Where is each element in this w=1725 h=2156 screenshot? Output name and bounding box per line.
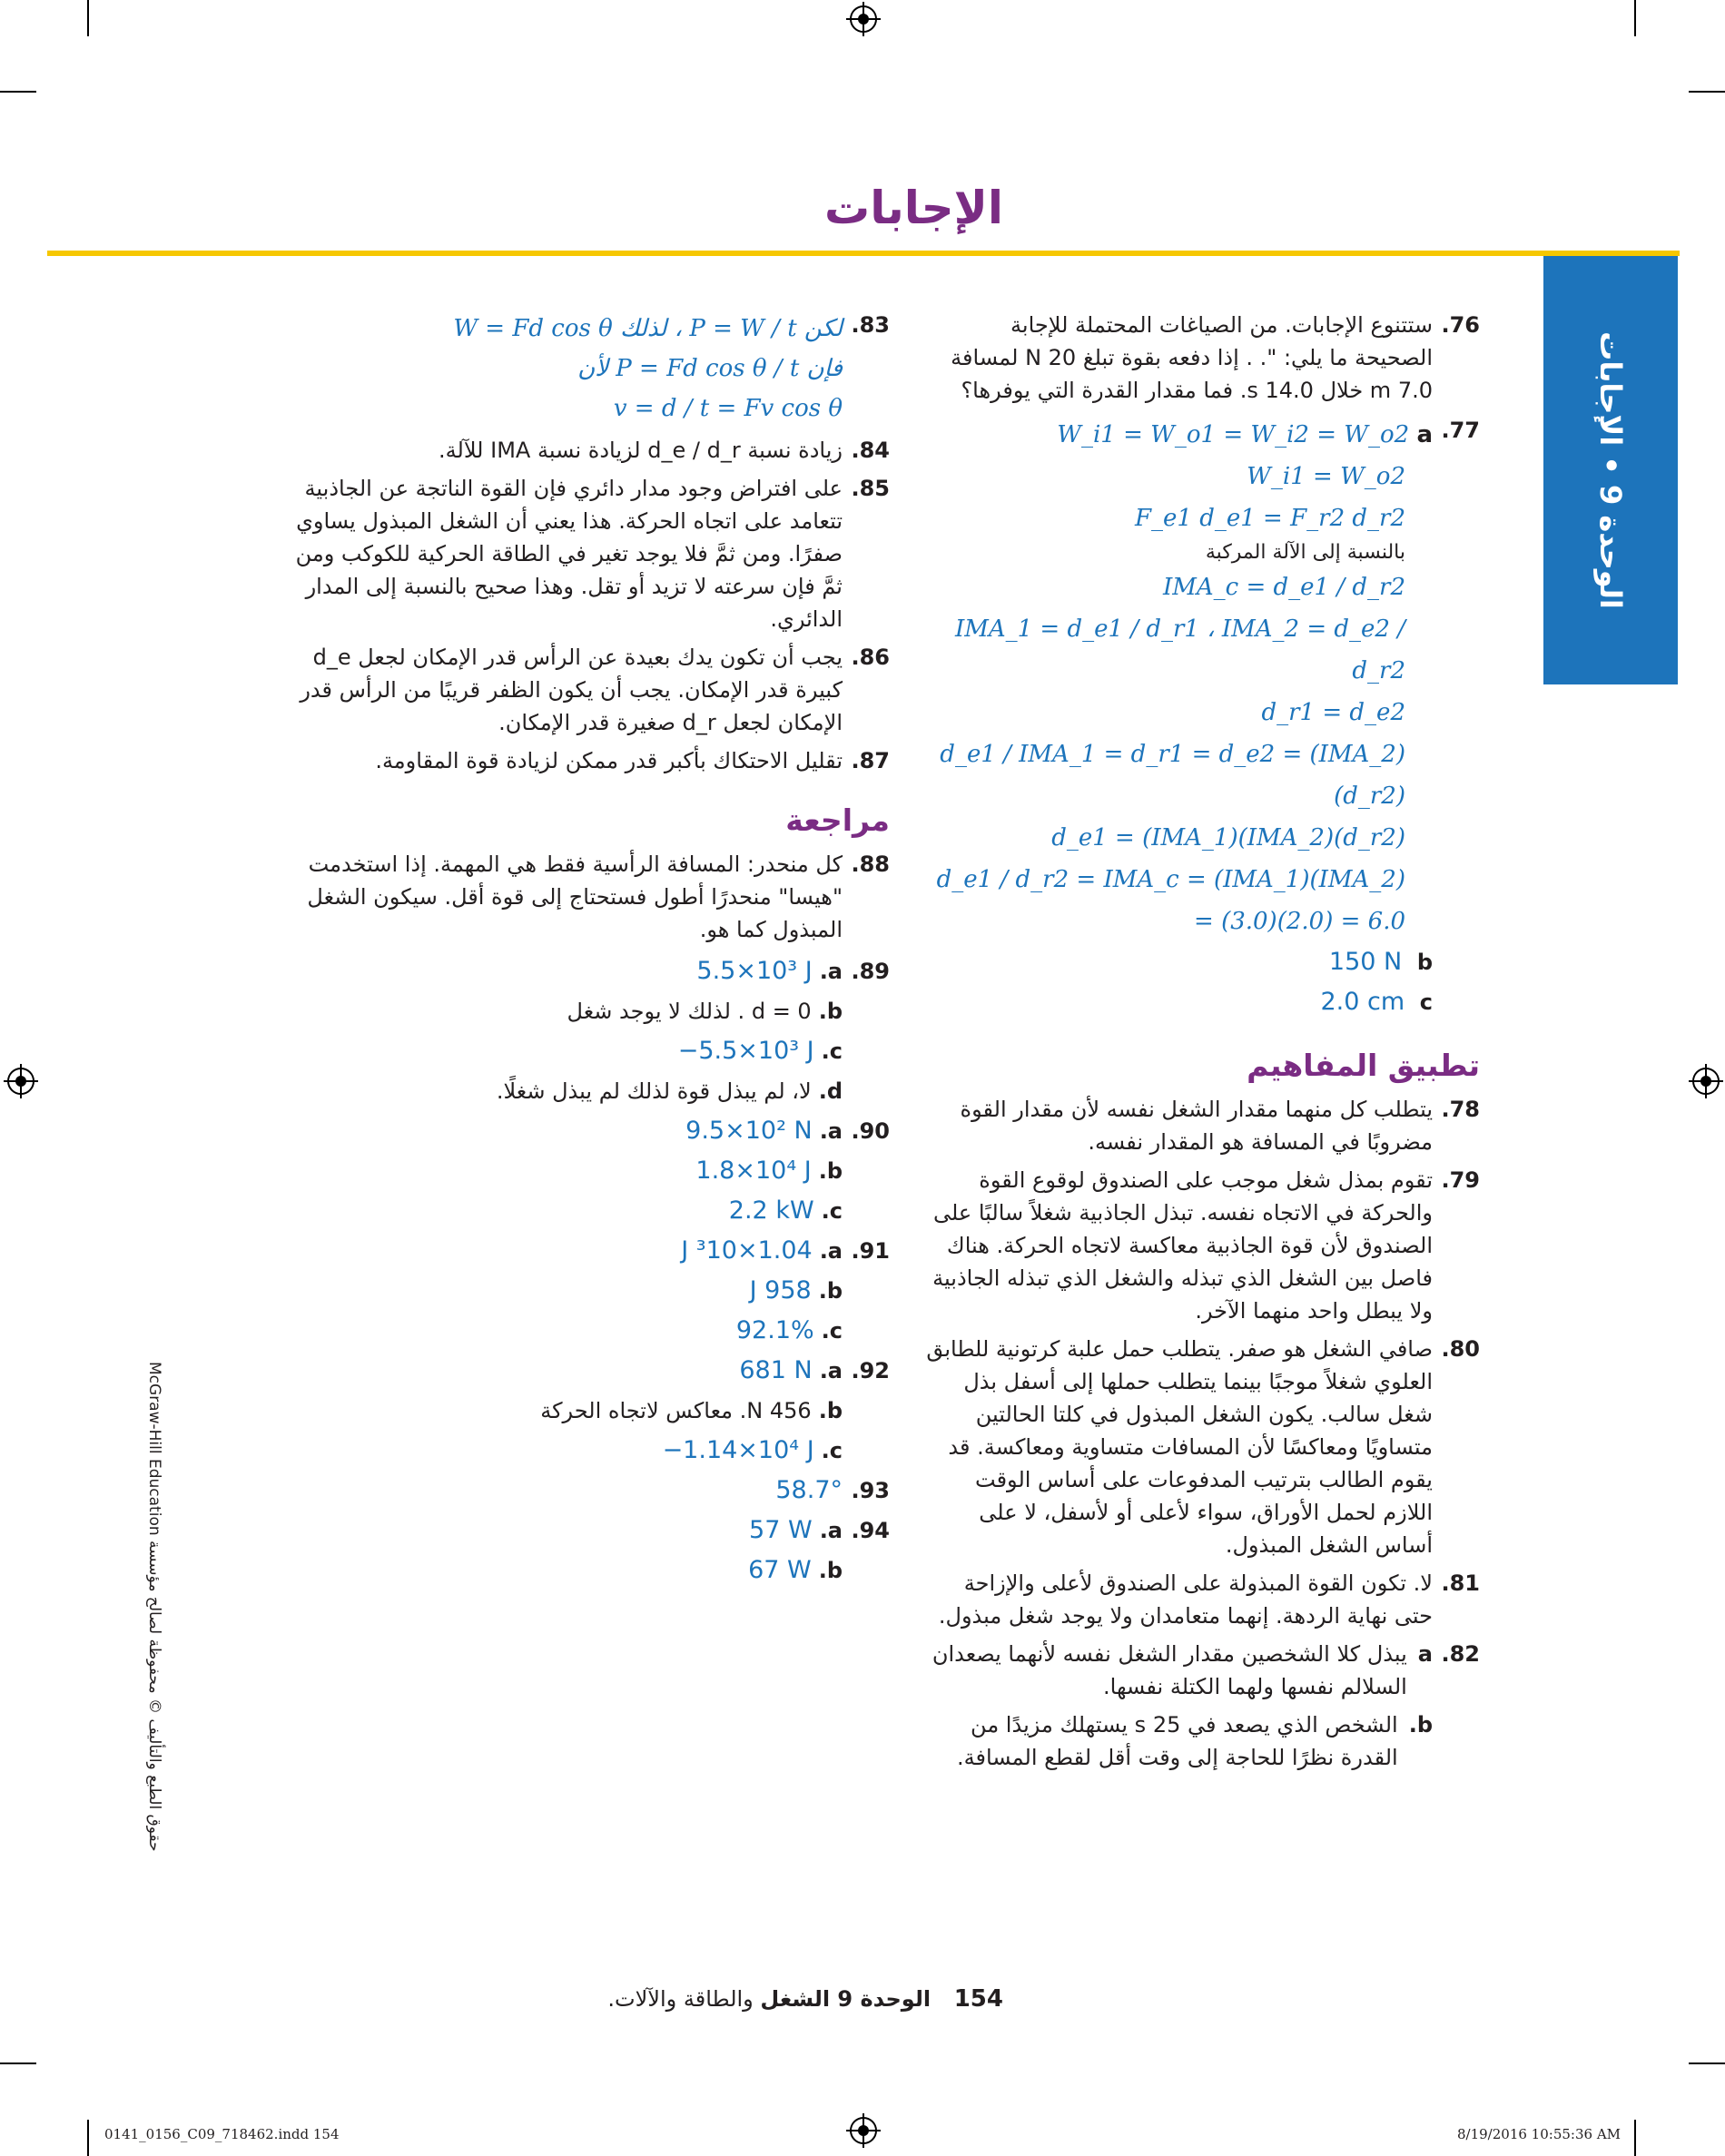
part-label: .b bbox=[818, 1558, 843, 1583]
crop-mark bbox=[87, 0, 89, 36]
question-number: .79 bbox=[1441, 1167, 1480, 1193]
answer-value: −5.5×10³ J bbox=[677, 1037, 814, 1065]
part-label: a bbox=[1417, 1641, 1433, 1667]
equation-text: d_r1 = d_e2 bbox=[1261, 699, 1405, 726]
part-label: b bbox=[1416, 950, 1433, 975]
part-label: .d bbox=[818, 1078, 843, 1104]
q77-equations bbox=[926, 414, 1433, 1022]
answer-text: زيادة نسبة d_e / d_r لزيادة نسبة IMA للآلة. bbox=[439, 438, 843, 463]
footer-text: والطاقة والآلات. bbox=[607, 1986, 754, 2012]
question-number: .92 bbox=[851, 1358, 890, 1383]
part-label: .a bbox=[819, 1238, 843, 1264]
equation-text: لكن P = W / t ، لذلك W = Fd cos θ bbox=[453, 315, 843, 342]
side-tab-label: الوحدة 9 • الإجابات bbox=[1593, 331, 1628, 609]
equation-line bbox=[926, 414, 1433, 456]
date-slug: 8/19/2016 10:55:36 AM bbox=[1457, 2126, 1622, 2142]
equation-text: W_i1 = W_o1 = W_i2 = W_o2 bbox=[1057, 421, 1410, 448]
question-number: .82 bbox=[1441, 1641, 1480, 1667]
note-text: بالنسبة إلى الآلة المركبة bbox=[1205, 541, 1405, 564]
answer-line bbox=[381, 991, 890, 1031]
question-number: .83 bbox=[851, 312, 890, 338]
equation-line bbox=[926, 456, 1405, 497]
answer-value: 150 N bbox=[1328, 948, 1403, 976]
answer-value: 681 N bbox=[739, 1356, 813, 1384]
question-88 bbox=[291, 848, 890, 946]
question-number: .88 bbox=[851, 852, 890, 877]
answer-text: يبذل كلا الشخصين مقدار الشغل نفسه لأنهما يصعدان السلالم نفسها ولهما الكتلة نفسها. bbox=[932, 1641, 1407, 1699]
question-78 bbox=[926, 1093, 1480, 1158]
crop-mark bbox=[1634, 2120, 1636, 2156]
short-answers-list bbox=[381, 951, 890, 1590]
part-label: .a bbox=[819, 959, 843, 984]
question-number: .80 bbox=[1441, 1336, 1480, 1362]
equation-line bbox=[926, 733, 1405, 817]
equation-line bbox=[926, 566, 1405, 608]
equation-text: = (3.0)(2.0) = 6.0 bbox=[1194, 908, 1405, 935]
answer-line bbox=[926, 942, 1433, 982]
sub-answer-a bbox=[926, 1638, 1433, 1703]
part-label: .a bbox=[819, 1358, 843, 1383]
answer-line bbox=[381, 1071, 890, 1111]
part-label: .a bbox=[819, 1518, 843, 1543]
equation-text: d_e1 / IMA_1 = d_r1 = d_e2 = (IMA_2)(d_r2) bbox=[940, 741, 1405, 810]
chapter-side-tab bbox=[1543, 256, 1678, 684]
equation-text: v = d / t = Fv cos θ bbox=[613, 395, 843, 422]
answer-value: 456 N. معاكس لاتجاه الحركة bbox=[540, 1398, 812, 1423]
question-87 bbox=[291, 744, 890, 777]
answer-line bbox=[381, 951, 890, 991]
page-number: 154 bbox=[953, 1985, 1003, 2013]
part-label: .c bbox=[821, 1198, 843, 1224]
equation-text: فإن P = Fd cos θ / t لأن bbox=[577, 355, 843, 382]
question-84 bbox=[291, 434, 890, 467]
crop-mark bbox=[1634, 0, 1636, 36]
answer-value: 5.5×10³ J bbox=[696, 957, 813, 985]
answer-line bbox=[381, 1511, 890, 1551]
sub-answer-b bbox=[926, 1708, 1433, 1774]
equation-line bbox=[926, 692, 1405, 733]
answer-line bbox=[381, 1111, 890, 1151]
equation-line bbox=[926, 608, 1405, 692]
equation-line bbox=[926, 817, 1405, 859]
page-footer bbox=[607, 1985, 1003, 2013]
answer-text: تقليل الاحتكاك بأكبر قدر ممكن لزيادة قوة المقاومة. bbox=[375, 748, 843, 773]
right-column bbox=[926, 309, 1480, 1779]
copyright-notice: McGraw-Hill Education حقوق الطبع والتأليف © محفوظة لصالح مؤسسة bbox=[145, 1362, 163, 1852]
crop-mark bbox=[87, 2120, 89, 2156]
registration-mark-icon bbox=[850, 2117, 877, 2144]
part-label: b. bbox=[1408, 1712, 1433, 1738]
question-80 bbox=[926, 1333, 1480, 1561]
answer-value: J 958 bbox=[749, 1276, 812, 1304]
answer-line bbox=[381, 1431, 890, 1471]
footer-unit: الوحدة 9 الشغل bbox=[760, 1986, 932, 2012]
answer-value: d = 0 . لذلك لا يوجد شغل bbox=[567, 999, 812, 1024]
part-label: c bbox=[1419, 989, 1433, 1015]
answer-text: يتطلب كل منهما مقدار الشغل نفسه لأن مقدار القوة مضروبًا في المسافة هو المقدار نفسه. bbox=[960, 1097, 1433, 1155]
question-number: .85 bbox=[851, 476, 890, 501]
equation-text: W_i1 = W_o2 bbox=[1247, 463, 1405, 490]
answer-value: 2.2 kW bbox=[728, 1196, 814, 1225]
section-heading: مراجعة bbox=[785, 802, 890, 838]
registration-mark-icon bbox=[1692, 1068, 1720, 1095]
left-column bbox=[291, 309, 890, 1590]
title-rule bbox=[47, 251, 1680, 256]
answer-line bbox=[381, 1151, 890, 1191]
answer-value: 92.1% bbox=[735, 1316, 814, 1344]
registration-mark-icon bbox=[850, 5, 877, 33]
part-label: .b bbox=[818, 1158, 843, 1184]
answer-line bbox=[381, 1471, 890, 1511]
question-number: .86 bbox=[851, 645, 890, 670]
answer-value: 1.8×10⁴ J bbox=[695, 1157, 812, 1185]
question-number: .76 bbox=[1441, 312, 1480, 338]
answer-line bbox=[381, 1311, 890, 1351]
question-number: .81 bbox=[1441, 1570, 1480, 1596]
page-title: الإجابات bbox=[824, 182, 1003, 234]
question-number: .77 bbox=[1441, 418, 1480, 443]
part-label: .b bbox=[818, 999, 843, 1024]
answer-text: لا. تكون القوة المبذولة على الصندوق لأعلى والإزاحة حتى نهاية الردهة. إنهما متعامدان ولا يوجد شغل مبذول. bbox=[938, 1570, 1433, 1629]
answer-value: 58.7° bbox=[775, 1476, 843, 1504]
answer-line bbox=[381, 1551, 890, 1590]
question-79 bbox=[926, 1164, 1480, 1327]
answer-value: 9.5×10² N bbox=[685, 1117, 813, 1145]
crop-mark bbox=[1689, 91, 1725, 93]
answer-line bbox=[381, 1031, 890, 1071]
answer-value: J ³10×1.04 bbox=[681, 1236, 813, 1265]
part-label: .c bbox=[821, 1039, 843, 1064]
question-77 bbox=[926, 414, 1480, 1022]
equation-text: IMA_1 = d_e1 / d_r1 ، IMA_2 = d_e2 / d_r2 bbox=[954, 615, 1405, 684]
equation-text: d_e1 / d_r2 = IMA_c = (IMA_1)(IMA_2) bbox=[936, 866, 1405, 893]
answer-text: كل منحدر: المسافة الرأسية فقط هي المهمة. إذا استخدمت "هيسا" منحدرًا أطول فستحتاج إلى قوة أقل. سيكون الشغل المبذول كما هو. bbox=[307, 852, 843, 942]
answer-value: لا، لم يبذل قوة لذلك لم يبذل شغلًا. bbox=[496, 1078, 812, 1104]
part-label: .b bbox=[818, 1278, 843, 1304]
question-83 bbox=[291, 309, 890, 428]
answer-line bbox=[381, 1191, 890, 1231]
question-76 bbox=[926, 309, 1480, 407]
question-number: .90 bbox=[851, 1118, 890, 1144]
answer-line bbox=[381, 1271, 890, 1311]
section-heading: تطبيق المفاهيم bbox=[1247, 1048, 1480, 1083]
equation-line bbox=[926, 859, 1405, 901]
answer-text: ستتنوع الإجابات. من الصياغات المحتملة للإجابة الصحيحة ما يلي: ". . إذا دفعه بقوة تبلغ 20 N لمسافة 7.0 m خلال 14.0 s. فما مقدار القدرة التي يوفرها؟ bbox=[951, 312, 1433, 403]
question-82 bbox=[926, 1638, 1480, 1774]
question-86 bbox=[291, 641, 890, 739]
question-number: .91 bbox=[851, 1238, 890, 1264]
part-label: .c bbox=[821, 1438, 843, 1463]
equation-text: IMA_c = d_e1 / d_r2 bbox=[1162, 574, 1405, 601]
question-85 bbox=[291, 472, 890, 635]
question-number: .84 bbox=[851, 438, 890, 463]
crop-mark bbox=[1689, 2062, 1725, 2064]
part-label: .b bbox=[818, 1398, 843, 1423]
answer-text: صافي الشغل هو صفر. يتطلب حمل علبة كرتونية للطابق العلوي شغلاً موجبًا بينما يتطلب حملها إلى أسفل بذل شغل سالب. يكون الشغل المبذول في كلتا الحالتين متساويًا ومعاكسًا لأن المسافات متساوية ومعاكسة. قد يقوم الطالب بترتيب المدفوعات على أساس الوقت اللازم لحمل الأوراق، سواء لأعلى أو لأسفل، لا على أساس الشغل المبذول. bbox=[926, 1336, 1433, 1558]
answer-value: 2.0 cm bbox=[1320, 988, 1405, 1016]
answer-text: يجب أن تكون يدك بعيدة عن الرأس قدر الإمكان لجعل d_e كبيرة قدر الإمكان. يجب أن يكون الظفر قريبًا من الرأس قدر الإمكان لجعل d_r صغيرة قدر الإمكان. bbox=[300, 645, 843, 735]
part-label: .a bbox=[819, 1118, 843, 1144]
question-number: .87 bbox=[851, 748, 890, 773]
answer-line bbox=[381, 1351, 890, 1391]
file-slug: 0141_0156_C09_718462.indd 154 bbox=[104, 2126, 340, 2142]
answer-line bbox=[381, 1231, 890, 1271]
question-number: .93 bbox=[851, 1478, 890, 1503]
answer-text: تقوم بمذل شغل موجب على الصندوق لوقوع القوة والحركة في الاتجاه نفسه. تبذل الجاذبية شغلاً سالبًا على الصندوق لأن قوة الجاذبية معاكسة لاتجاه الحركة. هناك فاصل بين الشغل الذي تبذله والشغل الذي تبذله الجاذبية ولا يبطل واحد منهما الآخر. bbox=[932, 1167, 1433, 1324]
part-label: a bbox=[1416, 421, 1433, 448]
answer-text: الشخص الذي يصعد في 25 s يستهلك مزيدًا من القدرة نظرًا للحاجة إلى وقت أقل لقطع المسافة. bbox=[956, 1712, 1398, 1770]
question-number: .94 bbox=[851, 1518, 890, 1543]
answer-value: 57 W bbox=[749, 1516, 813, 1544]
equation-line bbox=[926, 901, 1405, 942]
question-number: .89 bbox=[851, 959, 890, 984]
answer-line bbox=[381, 1391, 890, 1431]
part-label: .c bbox=[821, 1318, 843, 1344]
question-81 bbox=[926, 1567, 1480, 1632]
registration-mark-icon bbox=[7, 1068, 34, 1095]
question-number: .78 bbox=[1441, 1097, 1480, 1122]
equation-text: d_e1 = (IMA_1)(IMA_2)(d_r2) bbox=[1051, 824, 1405, 852]
equation-line bbox=[926, 497, 1405, 539]
answer-value: 67 W bbox=[748, 1556, 812, 1584]
crop-mark bbox=[0, 91, 36, 93]
equation-text: F_e1 d_e1 = F_r2 d_r2 bbox=[1134, 505, 1405, 532]
answer-value: −1.14×10⁴ J bbox=[662, 1436, 814, 1464]
answer-line bbox=[926, 982, 1433, 1022]
answer-text: على افتراض وجود مدار دائري فإن القوة الناتجة عن الجاذبية تتعامد على اتجاه الحركة. هذا يعني أن الشغل المبذول يساوي صفرًا. ومن ثمَّ فلا يوجد تغير في الطاقة الحركية للكوكب ومن ثمَّ فإن سرعته لا تزيد أو تقل. وهذا صحيح بالنسبة إلى المدار الدائري. bbox=[295, 476, 843, 632]
crop-mark bbox=[0, 2062, 36, 2064]
